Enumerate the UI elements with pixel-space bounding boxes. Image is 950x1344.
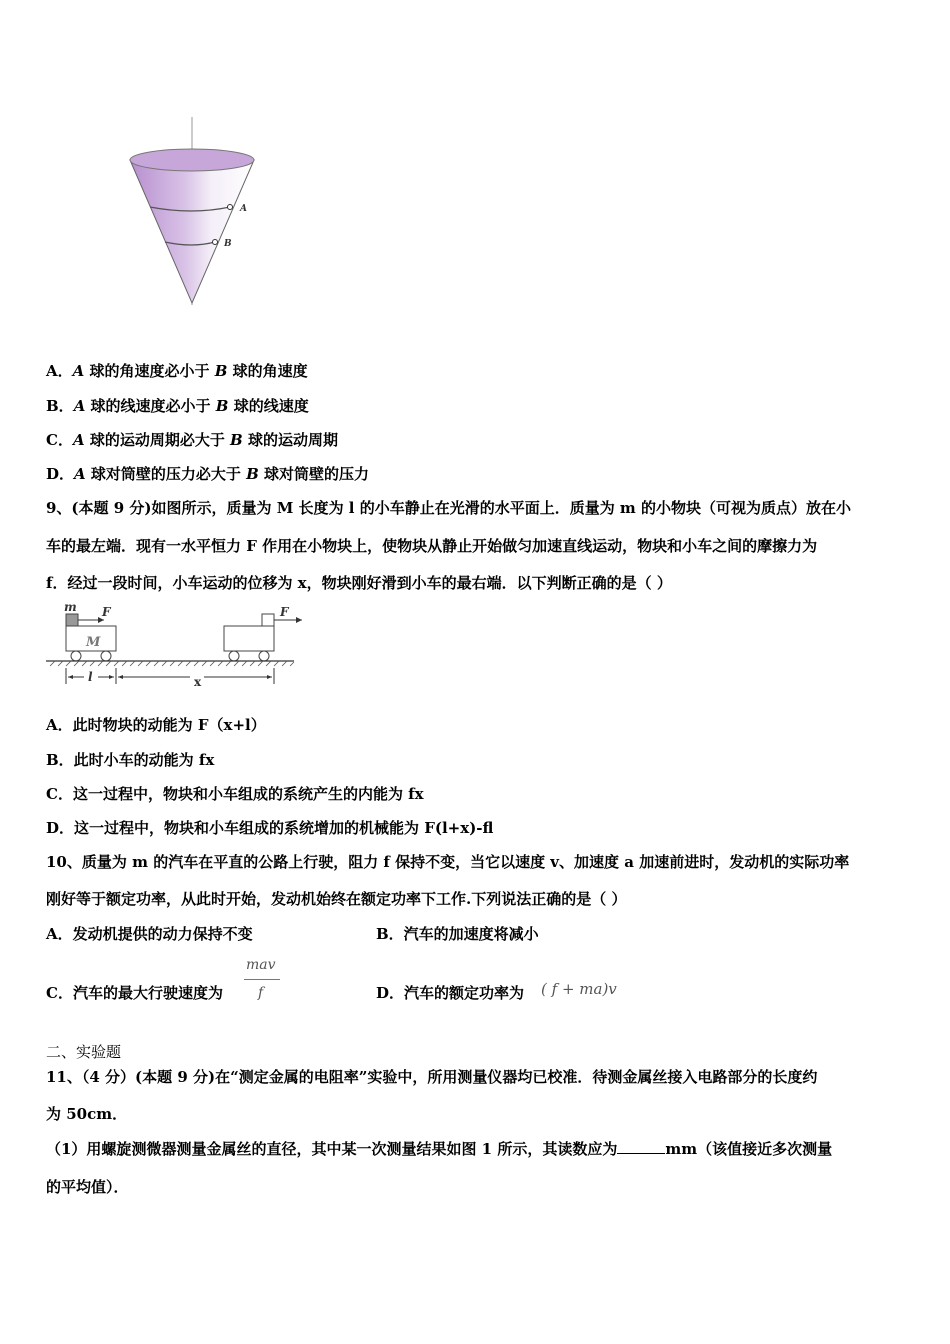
q10-stem-line1: 10、质量为 m 的汽车在平直的公路上行驶，阻力 f 保持不变，当它以速度 v、加速度 a 加速前进时，发动机的实际功率 [46,853,850,871]
q8-option-a: A．A 球的角速度必小于 B 球的角速度 [46,362,308,380]
q9-option-b: B．此时小车的动能为 fx [46,751,215,769]
q10-formula-d: ( f + ma)v [541,980,617,998]
label-x: x [194,675,202,689]
block-m [66,614,78,626]
label-f1: F [102,605,111,619]
q8-option-b: B．A 球的线速度必小于 B 球的线速度 [46,397,309,415]
q10-option-c: C．汽车的最大行驶速度为 [46,984,223,1002]
block-m-right [262,614,274,626]
cone-rim [130,149,254,171]
ball-a [228,205,233,210]
q8-option-c: C．A 球的运动周期必大于 B 球的运动周期 [46,431,338,449]
ground-hatch [50,661,294,666]
q10-fraction-bar [244,979,280,980]
q9-stem-line1: 9、(本题 9 分)如图所示，质量为 M 长度为 l 的小车静止在光滑的水平面上．质量为 m 的小物块（可视为质点）放在小 [46,499,852,517]
label-big-m: M [86,635,101,650]
cone-figure [120,115,270,310]
answer-blank[interactable] [617,1141,665,1154]
q11-stem-line1: 11、（4 分）(本题 9 分)在“测定金属的电阻率”实验中，所用测量仪器均已校准．待测金属丝接入电路部分的长度约 [46,1068,818,1086]
q10-option-d: D．汽车的额定功率为 [376,984,525,1002]
cone-body [130,160,254,303]
ball-b [213,240,218,245]
label-f2: F [280,605,289,619]
q9-option-d: D．这一过程中，物块和小车组成的系统增加的机械能为 F(l+x)-fl [46,819,494,837]
label-b: B [224,239,232,249]
q10-option-a: A．发动机提供的动力保持不变 [46,925,253,943]
label-l: l [88,670,93,684]
q9-option-a: A．此时物块的动能为 F（x+l） [46,716,266,734]
label-m: m [64,600,77,614]
q9-stem-line3: f．经过一段时间，小车运动的位移为 x，物块刚好滑到小车的最右端．以下判断正确的是（ ） [46,574,672,592]
q10-fraction-numerator: mav [246,957,276,973]
cart-figure [44,600,304,692]
q10-fraction-denominator: f [258,985,264,1001]
section-title: 二、实验题 [46,1043,122,1061]
q10-stem-line2: 刚好等于额定功率，从此时开始，发动机始终在额定功率下工作.下列说法正确的是（ ） [46,890,627,908]
q11-part1-line2: 的平均值）． [46,1178,129,1196]
q8-option-d: D．A 球对筒壁的压力必大于 B 球对筒壁的压力 [46,465,370,483]
q11-stem-line2: 为 50cm． [46,1105,128,1123]
q9-stem-line2: 车的最左端．现有一水平恒力 F 作用在小物块上，使物块从静止开始做匀加速直线运动，物块和小车之间的摩擦力为 [46,537,818,555]
q9-option-c: C．这一过程中，物块和小车组成的系统产生的内能为 fx [46,785,424,803]
q11-part1-line: （1）用螺旋测微器测量金属丝的直径，其中某一次测量结果如图 1 所示，其读数应为 mm（该值接近多次测量 [46,1140,833,1158]
cart-right [224,626,274,651]
q10-option-b: B．汽车的加速度将减小 [376,925,539,943]
label-a: A [240,204,247,214]
